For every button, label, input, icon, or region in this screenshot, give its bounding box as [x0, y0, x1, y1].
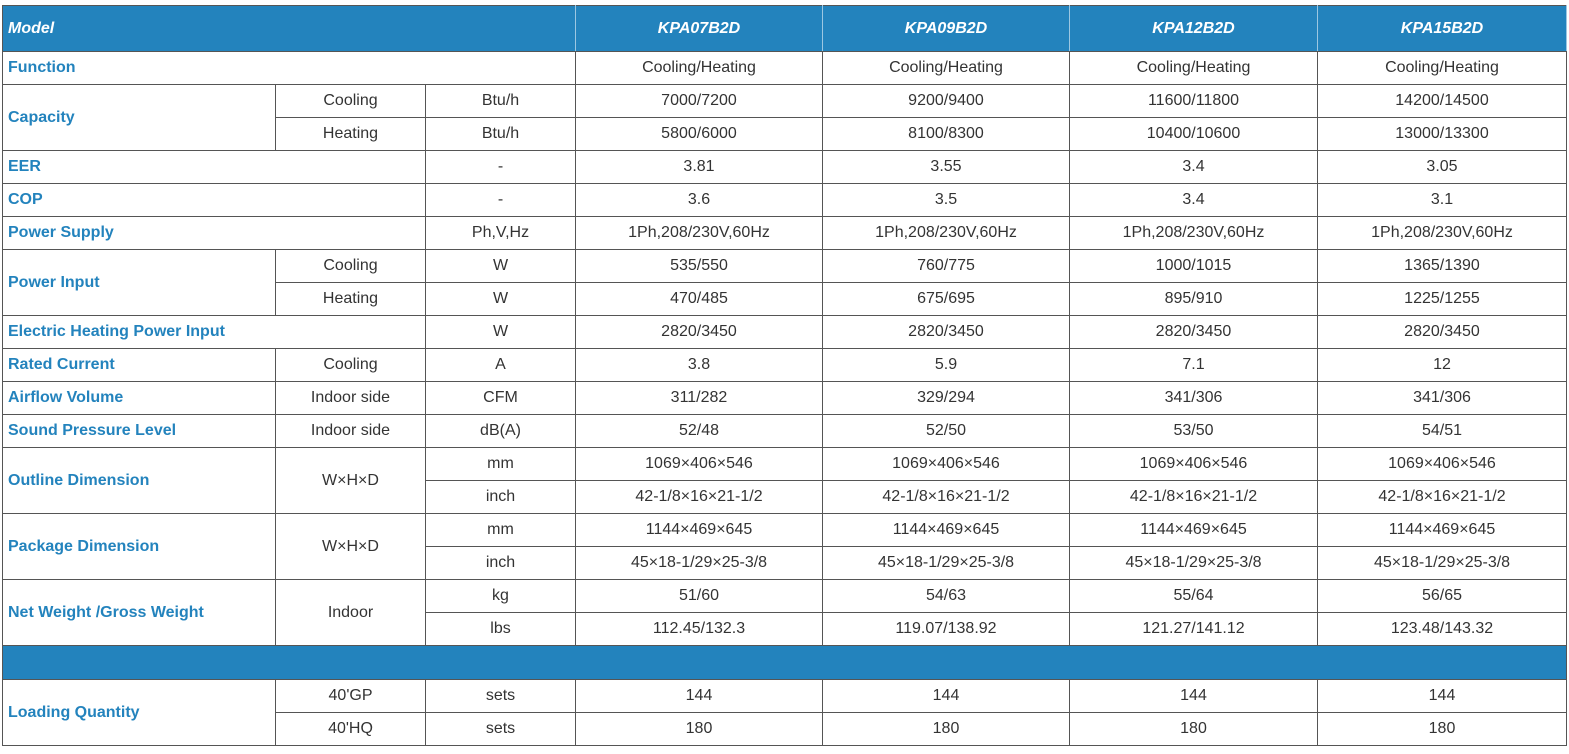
- row-label: Airflow Volume: [3, 382, 276, 415]
- value-cell: 311/282: [576, 382, 823, 415]
- value-cell: 54/51: [1318, 415, 1567, 448]
- row-label: Rated Current: [3, 349, 276, 382]
- value-cell: 144: [1318, 680, 1567, 713]
- row-label: Function: [3, 52, 576, 85]
- value-cell: 341/306: [1318, 382, 1567, 415]
- value-cell: 895/910: [1070, 283, 1318, 316]
- row-sub-label: W×H×D: [276, 448, 426, 514]
- model-name: KPA07B2D: [576, 6, 823, 52]
- value-cell: 1144×469×645: [576, 514, 823, 547]
- model-header: Model: [3, 6, 576, 52]
- table-row: [3, 448, 1567, 481]
- value-cell: 42-1/8×16×21-1/2: [1070, 481, 1318, 514]
- value-cell: 180: [1070, 713, 1318, 746]
- row-unit: -: [426, 151, 576, 184]
- row-sub-label: Cooling: [276, 85, 426, 118]
- value-cell: 52/50: [823, 415, 1070, 448]
- row-label: Net Weight /Gross Weight: [3, 580, 276, 646]
- value-cell: 760/775: [823, 250, 1070, 283]
- row-label: Outline Dimension: [3, 448, 276, 514]
- row-sub-label: Indoor side: [276, 415, 426, 448]
- value-cell: 53/50: [1070, 415, 1318, 448]
- value-cell: 2820/3450: [823, 316, 1070, 349]
- value-cell: 675/695: [823, 283, 1070, 316]
- value-cell: 45×18-1/29×25-3/8: [823, 547, 1070, 580]
- value-cell: 3.05: [1318, 151, 1567, 184]
- value-cell: 144: [576, 680, 823, 713]
- value-cell: 55/64: [1070, 580, 1318, 613]
- table-row: [3, 382, 1567, 415]
- value-cell: 144: [1070, 680, 1318, 713]
- value-cell: 3.4: [1070, 184, 1318, 217]
- value-cell: 52/48: [576, 415, 823, 448]
- table-row: [3, 151, 1567, 184]
- row-label: Power Input: [3, 250, 276, 316]
- header-row: [3, 6, 1567, 52]
- row-unit: Btu/h: [426, 85, 576, 118]
- row-unit: lbs: [426, 613, 576, 646]
- value-cell: 341/306: [1070, 382, 1318, 415]
- row-unit: -: [426, 184, 576, 217]
- row-label: COP: [3, 184, 426, 217]
- row-unit: sets: [426, 713, 576, 746]
- row-unit: dB(A): [426, 415, 576, 448]
- value-cell: 1144×469×645: [1318, 514, 1567, 547]
- row-unit: W: [426, 316, 576, 349]
- value-cell: 8100/8300: [823, 118, 1070, 151]
- value-cell: 535/550: [576, 250, 823, 283]
- table-row: [3, 184, 1567, 217]
- spec-table: [2, 5, 1567, 746]
- value-cell: 3.81: [576, 151, 823, 184]
- value-cell: 2820/3450: [1318, 316, 1567, 349]
- row-unit: inch: [426, 481, 576, 514]
- value-cell: 2820/3450: [576, 316, 823, 349]
- value-cell: 1144×469×645: [1070, 514, 1318, 547]
- value-cell: 42-1/8×16×21-1/2: [1318, 481, 1567, 514]
- section-divider: [3, 646, 1567, 680]
- model-name: KPA15B2D: [1318, 6, 1567, 52]
- model-name: KPA12B2D: [1070, 6, 1318, 52]
- row-unit: CFM: [426, 382, 576, 415]
- value-cell: 42-1/8×16×21-1/2: [576, 481, 823, 514]
- value-cell: 3.8: [576, 349, 823, 382]
- row-unit: W: [426, 283, 576, 316]
- row-unit: Btu/h: [426, 118, 576, 151]
- value-cell: 180: [576, 713, 823, 746]
- table-row: [3, 85, 1567, 118]
- table-row: [3, 250, 1567, 283]
- value-cell: 7000/7200: [576, 85, 823, 118]
- row-sub-label: W×H×D: [276, 514, 426, 580]
- value-cell: Cooling/Heating: [823, 52, 1070, 85]
- model-name: KPA09B2D: [823, 6, 1070, 52]
- value-cell: 1Ph,208/230V,60Hz: [576, 217, 823, 250]
- value-cell: 45×18-1/29×25-3/8: [576, 547, 823, 580]
- value-cell: 112.45/132.3: [576, 613, 823, 646]
- value-cell: 1Ph,208/230V,60Hz: [1318, 217, 1567, 250]
- row-unit: A: [426, 349, 576, 382]
- row-label: Electric Heating Power Input: [3, 316, 426, 349]
- value-cell: 10400/10600: [1070, 118, 1318, 151]
- value-cell: 3.1: [1318, 184, 1567, 217]
- value-cell: 45×18-1/29×25-3/8: [1318, 547, 1567, 580]
- value-cell: Cooling/Heating: [1318, 52, 1567, 85]
- value-cell: 123.48/143.32: [1318, 613, 1567, 646]
- row-sub-label: Cooling: [276, 250, 426, 283]
- value-cell: 470/485: [576, 283, 823, 316]
- value-cell: 329/294: [823, 382, 1070, 415]
- table-row: [3, 680, 1567, 713]
- table-row: [3, 415, 1567, 448]
- row-unit: mm: [426, 448, 576, 481]
- value-cell: 7.1: [1070, 349, 1318, 382]
- value-cell: 1069×406×546: [823, 448, 1070, 481]
- value-cell: 1Ph,208/230V,60Hz: [823, 217, 1070, 250]
- row-unit: kg: [426, 580, 576, 613]
- row-sub-label: 40'HQ: [276, 713, 426, 746]
- value-cell: 56/65: [1318, 580, 1567, 613]
- value-cell: Cooling/Heating: [1070, 52, 1318, 85]
- value-cell: 3.4: [1070, 151, 1318, 184]
- value-cell: 5.9: [823, 349, 1070, 382]
- value-cell: 1365/1390: [1318, 250, 1567, 283]
- row-unit: Ph,V,Hz: [426, 217, 576, 250]
- row-unit: sets: [426, 680, 576, 713]
- value-cell: 13000/13300: [1318, 118, 1567, 151]
- value-cell: Cooling/Heating: [576, 52, 823, 85]
- value-cell: 1225/1255: [1318, 283, 1567, 316]
- value-cell: 9200/9400: [823, 85, 1070, 118]
- value-cell: 3.55: [823, 151, 1070, 184]
- value-cell: 54/63: [823, 580, 1070, 613]
- value-cell: 51/60: [576, 580, 823, 613]
- value-cell: 3.5: [823, 184, 1070, 217]
- value-cell: 11600/11800: [1070, 85, 1318, 118]
- row-unit: mm: [426, 514, 576, 547]
- row-sub-label: 40'GP: [276, 680, 426, 713]
- row-sub-label: Heating: [276, 283, 426, 316]
- value-cell: 144: [823, 680, 1070, 713]
- row-sub-label: Heating: [276, 118, 426, 151]
- row-sub-label: Cooling: [276, 349, 426, 382]
- value-cell: 121.27/141.12: [1070, 613, 1318, 646]
- value-cell: 1Ph,208/230V,60Hz: [1070, 217, 1318, 250]
- value-cell: 1000/1015: [1070, 250, 1318, 283]
- row-label: EER: [3, 151, 426, 184]
- section-divider-row: [3, 646, 1567, 680]
- value-cell: 1144×469×645: [823, 514, 1070, 547]
- value-cell: 5800/6000: [576, 118, 823, 151]
- row-label: Capacity: [3, 85, 276, 151]
- table-row: [3, 217, 1567, 250]
- value-cell: 3.6: [576, 184, 823, 217]
- table-row: [3, 580, 1567, 613]
- row-unit: W: [426, 250, 576, 283]
- row-label: Sound Pressure Level: [3, 415, 276, 448]
- row-unit: inch: [426, 547, 576, 580]
- value-cell: 180: [823, 713, 1070, 746]
- value-cell: 42-1/8×16×21-1/2: [823, 481, 1070, 514]
- value-cell: 1069×406×546: [1070, 448, 1318, 481]
- value-cell: 45×18-1/29×25-3/8: [1070, 547, 1318, 580]
- value-cell: 2820/3450: [1070, 316, 1318, 349]
- row-sub-label: Indoor side: [276, 382, 426, 415]
- row-label: Package Dimension: [3, 514, 276, 580]
- table-row: [3, 349, 1567, 382]
- row-label: Power Supply: [3, 217, 426, 250]
- row-sub-label: Indoor: [276, 580, 426, 646]
- value-cell: 180: [1318, 713, 1567, 746]
- value-cell: 1069×406×546: [576, 448, 823, 481]
- value-cell: 14200/14500: [1318, 85, 1567, 118]
- table-row: [3, 514, 1567, 547]
- row-label: Loading Quantity: [3, 680, 276, 746]
- value-cell: 119.07/138.92: [823, 613, 1070, 646]
- table-row: [3, 316, 1567, 349]
- value-cell: 12: [1318, 349, 1567, 382]
- value-cell: 1069×406×546: [1318, 448, 1567, 481]
- table-row: [3, 52, 1567, 85]
